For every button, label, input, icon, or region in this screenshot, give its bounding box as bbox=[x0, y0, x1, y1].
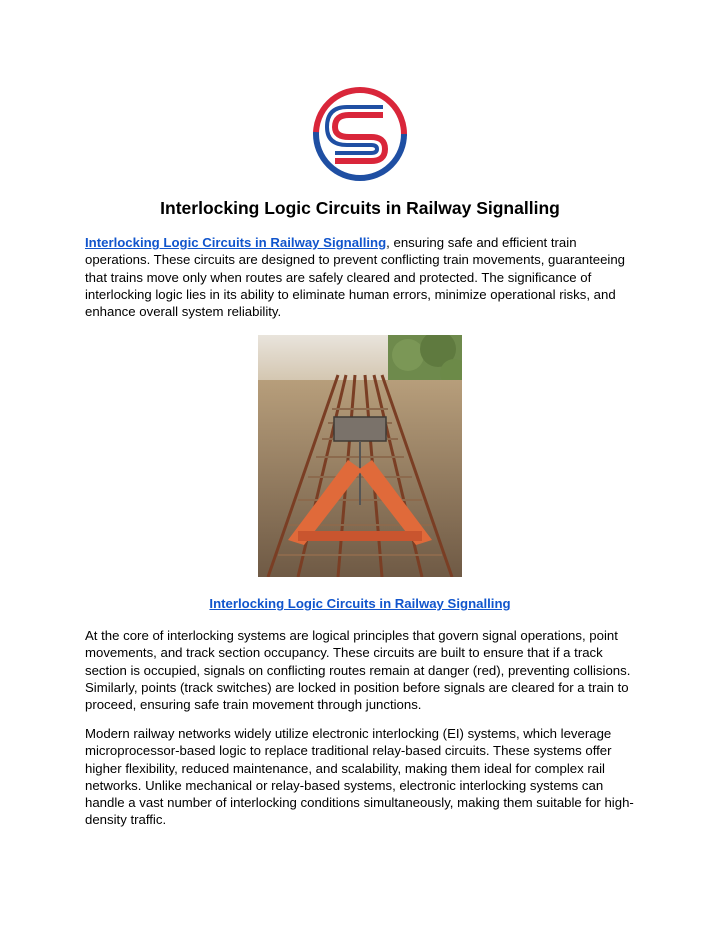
body-paragraph-core: At the core of interlocking systems are logical principles that govern signal operations, point movements, and track section occupancy. These circuits are built to ensure that if a track section is occupied, signals on conflicting routes remain at danger (red), preventing collisions. Similarly, points (track switches) are locked in position before signals are cleared for a train to proceed, ensuring safe train movement through junctions. bbox=[85, 628, 631, 713]
railway-tracks-photo bbox=[258, 335, 462, 577]
page-title: Interlocking Logic Circuits in Railway Signalling bbox=[160, 198, 560, 218]
caption-link[interactable]: Interlocking Logic Circuits in Railway Signalling bbox=[209, 596, 511, 611]
image-caption bbox=[0, 596, 720, 611]
intro-body-text: , ensuring safe and efficient train operations. These circuits are designed to prevent conflicting train movements, guaranteeing that trains move only when routes are safely cleared and protected. The significance of interlocking logic lies in its ability to eliminate human errors, minimize operational risks, and enhance overall system reliability. bbox=[85, 235, 626, 320]
s-monogram-logo-icon bbox=[313, 87, 407, 181]
intro-link[interactable]: Interlocking Logic Circuits in Railway Signalling bbox=[85, 235, 387, 250]
body-paragraph-modern: Modern railway networks widely utilize electronic interlocking (EI) systems, which leverage microprocessor-based logic to replace traditional relay-based circuits. These systems offer higher flexibility, reduced maintenance, and scalability, making them ideal for complex rail networks. Unlike mechanical or relay-based systems, electronic interlocking systems can handle a vast number of interlocking conditions simultaneously, making them suitable for high-density traffic. bbox=[85, 726, 634, 828]
intro-paragraph bbox=[85, 234, 645, 320]
